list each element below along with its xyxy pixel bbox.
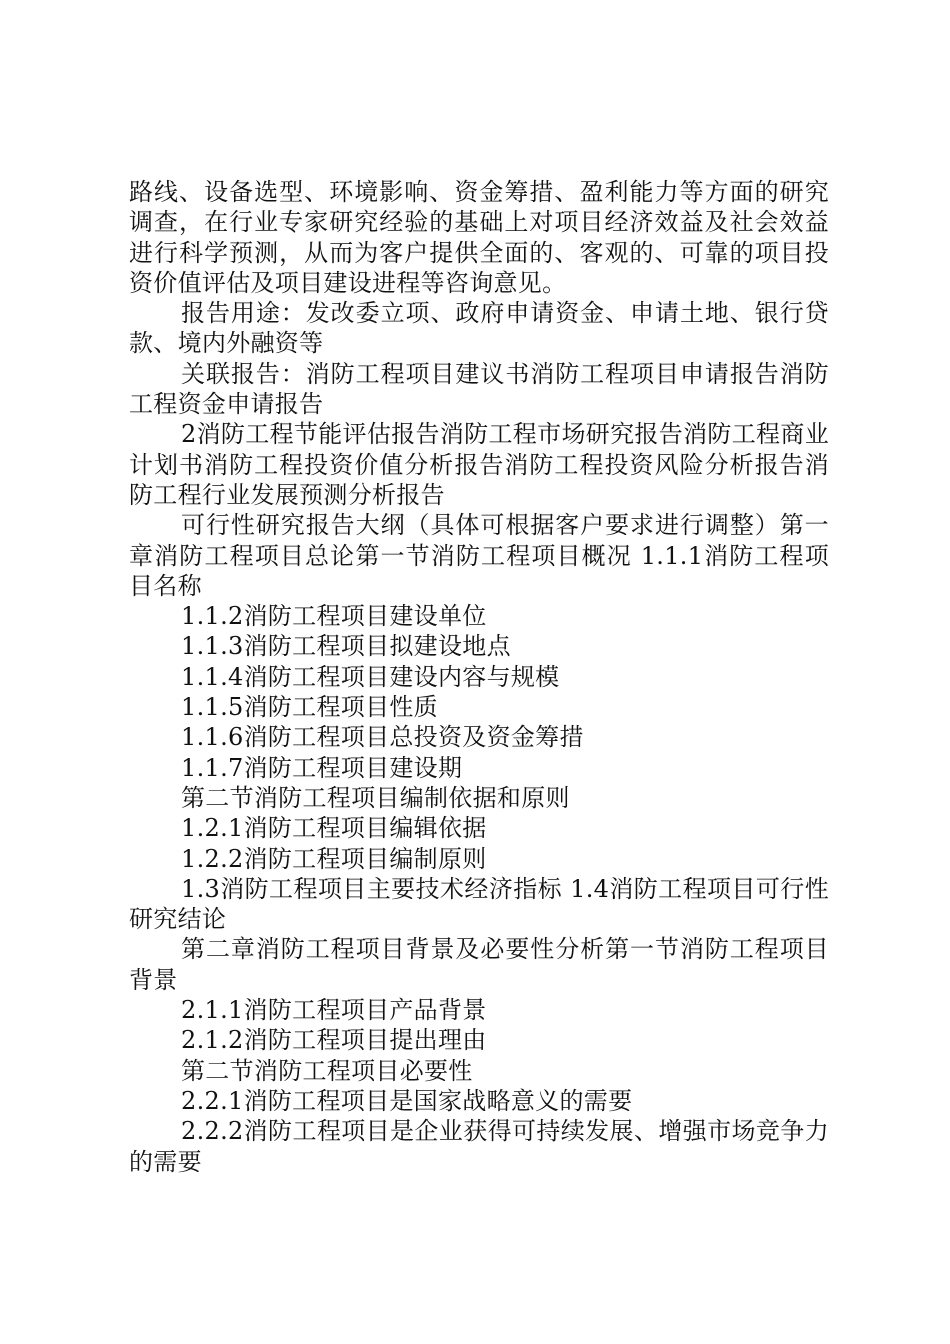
paragraph-report-usage: 报告用途：发改委立项、政府申请资金、申请土地、银行贷款、境内外融资等 (129, 299, 829, 358)
toc-item: 2.2.1消防工程项目是国家战略意义的需要 (181, 1086, 633, 1115)
paragraph-related-reports: 关联报告：消防工程项目建议书消防工程项目申请报告消防工程资金申请报告 (129, 359, 829, 419)
toc-item: 1.2.1消防工程项目编辑依据 (181, 814, 487, 843)
toc-item: 2.1.2消防工程项目提出理由 (181, 1026, 487, 1055)
toc-section-heading: 第二节消防工程项目编制依据和原则 (181, 783, 570, 812)
toc-item: 1.1.6消防工程项目总投资及资金筹措 (181, 723, 584, 752)
toc-item: 1.1.2消防工程项目建设单位 (181, 602, 487, 631)
toc-section-heading: 第二节消防工程项目必要性 (181, 1056, 473, 1085)
paragraph-related-reports-2: 2消防工程节能评估报告消防工程市场研究报告消防工程商业计划书消防工程投资价值分析报告消防工程投资风险分析报告消防工程行业发展预测分析报告 (129, 420, 829, 509)
toc-item: 1.1.7消防工程项目建设期 (181, 753, 463, 782)
toc-item: 1.1.3消防工程项目拟建设地点 (181, 632, 511, 661)
toc-chapter-heading: 第二章消防工程项目背景及必要性分析第一节消防工程项目背景 (129, 935, 829, 994)
toc-item: 1.3消防工程项目主要技术经济指标 1.4消防工程项目可行性研究结论 (129, 874, 829, 934)
toc-item: 1.1.4消防工程项目建设内容与规模 (181, 662, 560, 691)
toc-item: 1.1.5消防工程项目性质 (181, 693, 438, 722)
paragraph-intro-continued: 路线、设备选型、环境影响、资金筹措、盈利能力等方面的研究调查，在行业专家研究经验的基础上对项目经济效益及社会效益进行科学预测，从而为客户提供全面的、客观的、可靠的项目投资价值评估及项目建设进程等咨询意见。 (129, 178, 829, 297)
toc-item: 2.2.2消防工程项目是企业获得可持续发展、增强市场竞争力的需要 (129, 1117, 829, 1176)
toc-item: 1.2.2消防工程项目编制原则 (181, 844, 487, 873)
document-page (129, 177, 829, 1177)
paragraph-outline-intro: 可行性研究报告大纲（具体可根据客户要求进行调整）第一章消防工程项目总论第一节消防工程项目概况 1.1.1消防工程项目名称 (129, 511, 829, 600)
toc-item: 2.1.1消防工程项目产品背景 (181, 996, 487, 1025)
